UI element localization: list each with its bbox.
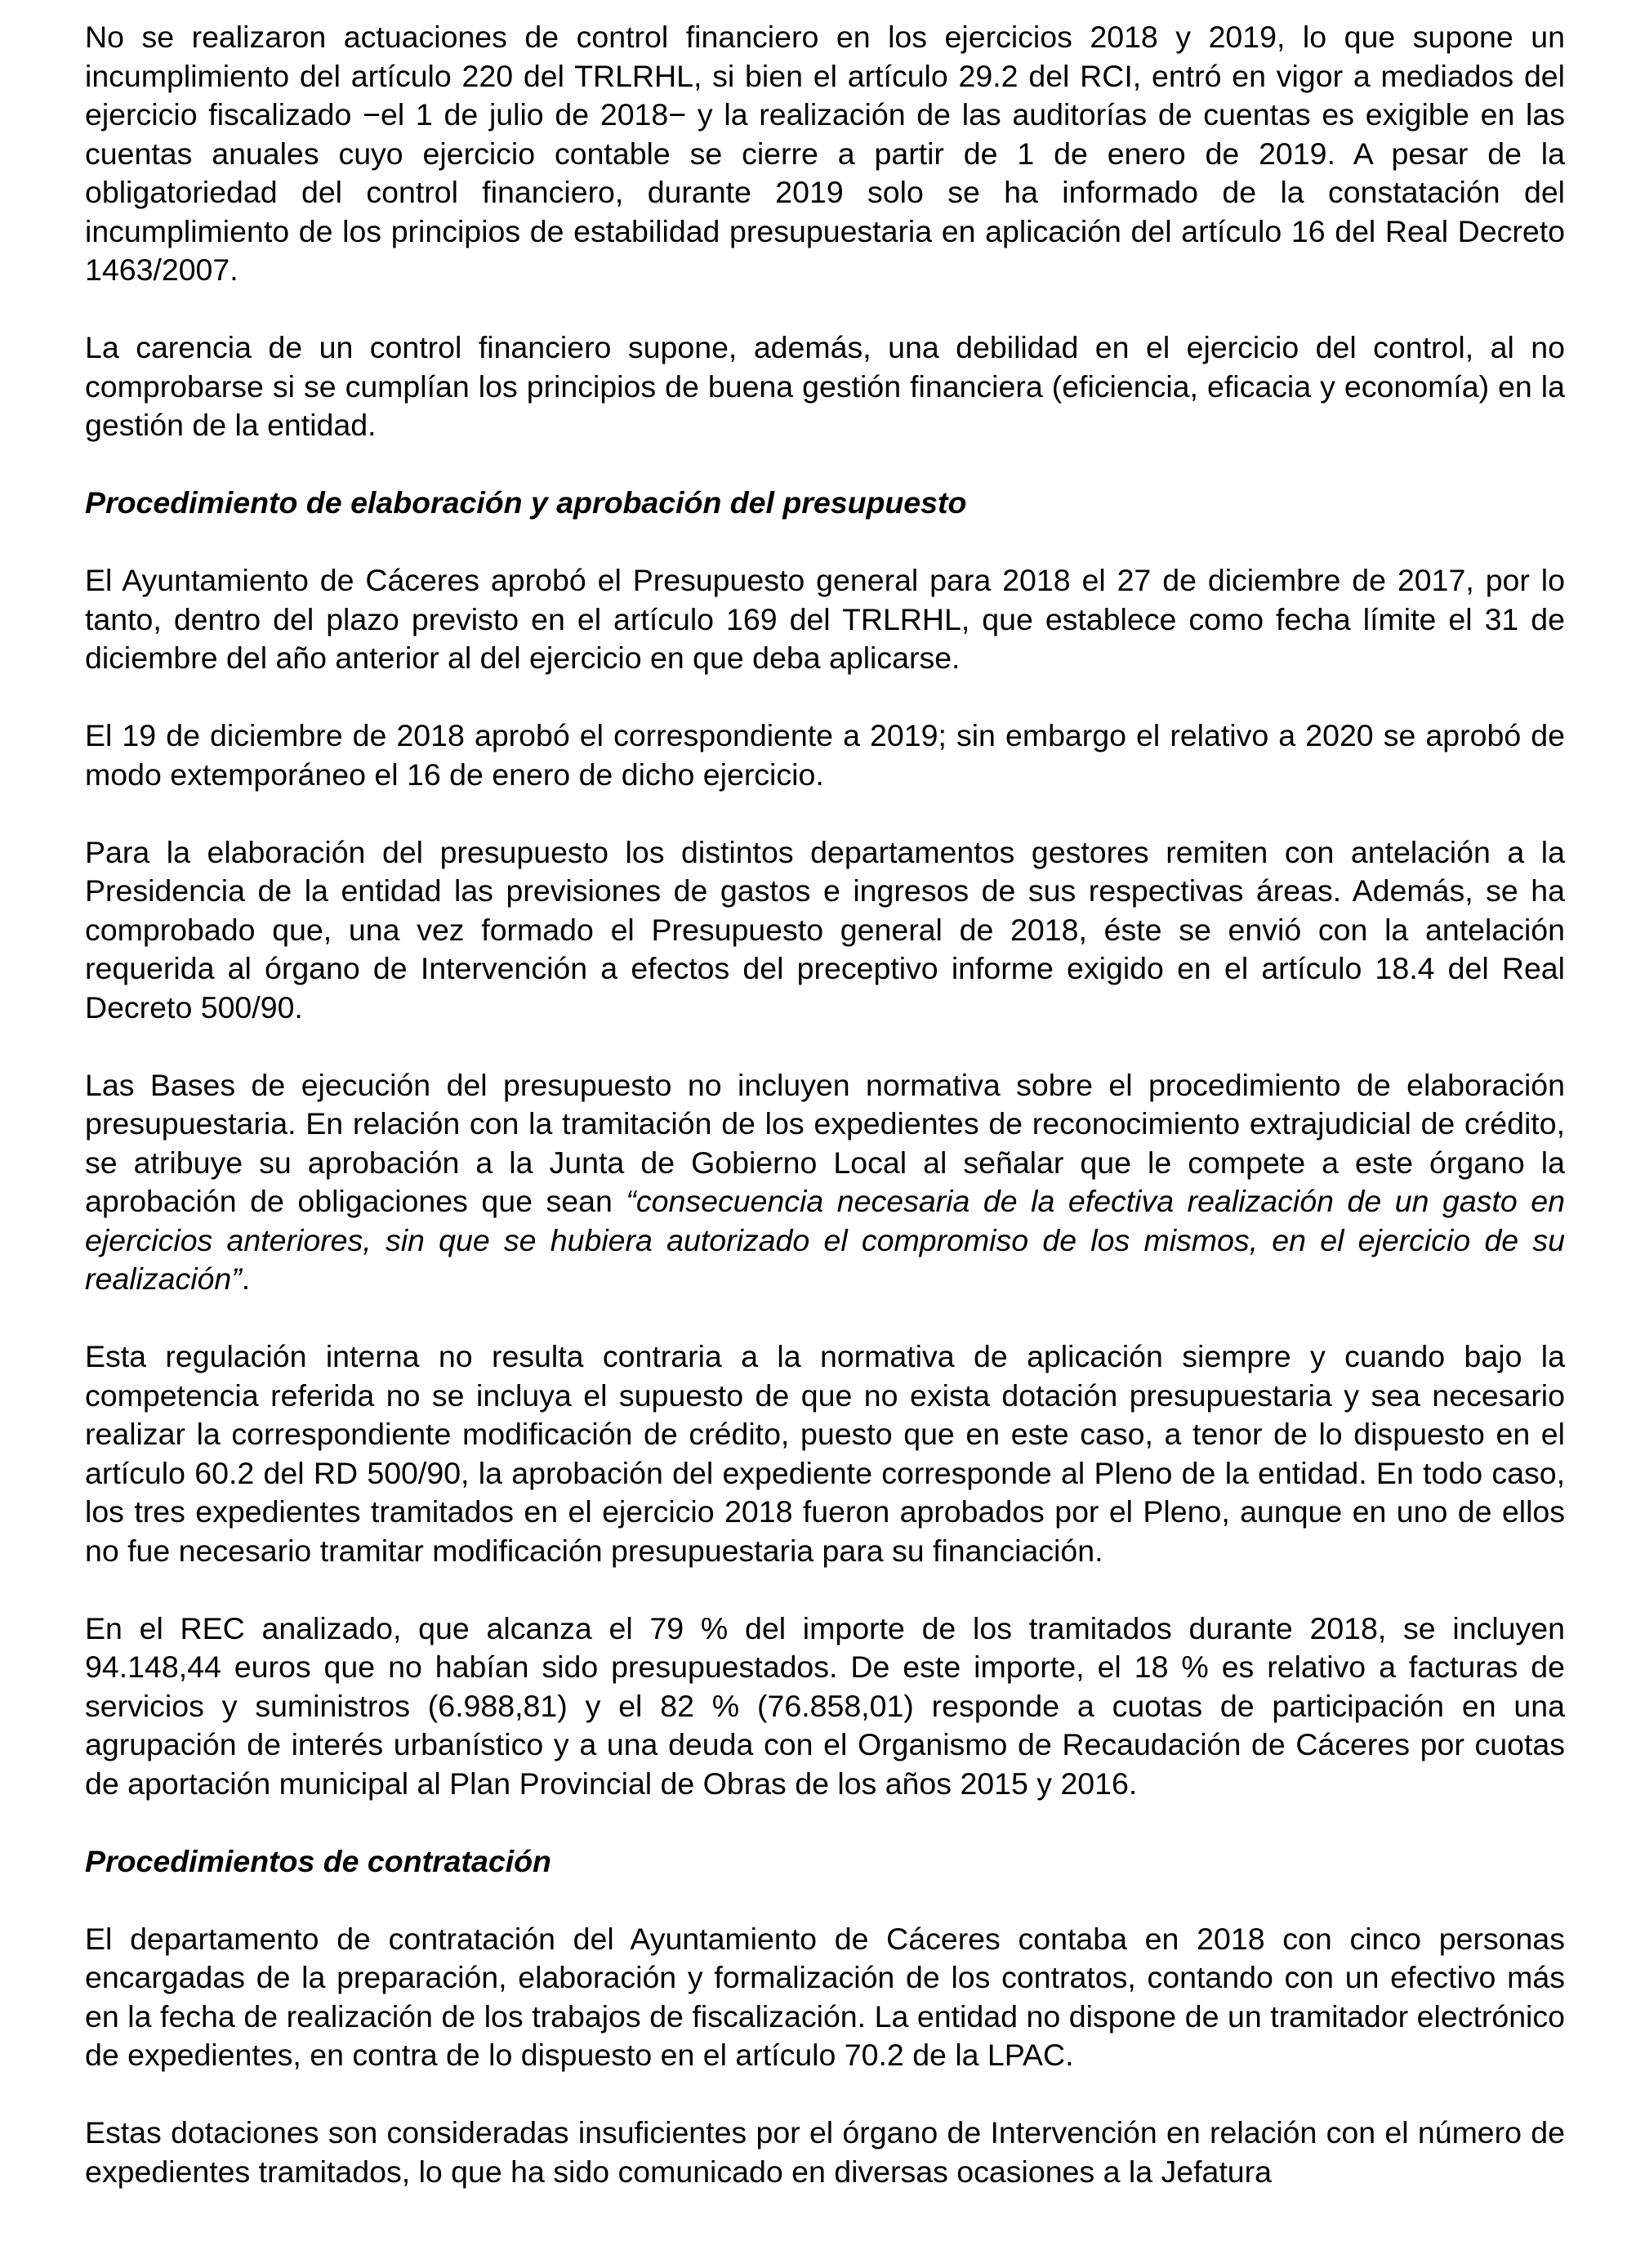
paragraph-carencia-control: La carencia de un control financiero supone, además, una debilidad en el ejercicio del control, al no comprobarse si se cumplían los principios de buena gestión financiera (eficiencia, eficacia y economía) en la gestión de la entidad.: [85, 330, 1565, 442]
paragraph-elaboracion-presupuesto: Para la elaboración del presupuesto los distintos departamentos gestores remiten con antelación a la Presidencia de la entidad las previsiones de gastos e ingresos de sus respectivas áreas. Además, se ha comprobado que, una vez formado el Presupuesto general de 2018, éste se envió con la antelación requerida al órgano de Intervención a efectos del preceptivo informe exigido en el artículo 18.4 del Real Decreto 500/90.: [85, 834, 1565, 1025]
document-page: [85, 18, 1565, 2191]
paragraph-regulacion-interna: Esta regulación interna no resulta contraria a la normativa de aplicación siempre y cuando bajo la competencia referida no se incluya el supuesto de que no exista dotación presupuestaria y sea necesario realizar la correspondiente modificación de crédito, puesto que en este caso, a tenor de lo dispuesto en el artículo 60.2 del RD 500/90, la aprobación del expediente corresponde al Pleno de la entidad. En todo caso, los tres expedientes tramitados en el ejercicio 2018 fueron aprobados por el Pleno, aunque en uno de ellos no fue necesario tramitar modificación presupuestaria para su financiación.: [85, 1339, 1565, 1568]
paragraph-bases-end: .: [241, 1261, 251, 1296]
paragraph-departamento-contratacion: El departamento de contratación del Ayuntamiento de Cáceres contaba en 2018 con cinco personas encargadas de la preparación, elaboración y formalización de los contratos, contando con un efectivo más en la fecha de realización de los trabajos de fiscalización. La entidad no dispone de un tramitador electrónico de expedientes, en contra de lo dispuesto en el artículo 70.2 de la LPAC.: [85, 1921, 1565, 2072]
paragraph-aprobacion-2019-2020: El 19 de diciembre de 2018 aprobó el correspondiente a 2019; sin embargo el relativo a 2020 se aprobó de modo extemporáneo el 16 de enero de dicho ejercicio.: [85, 718, 1565, 792]
paragraph-aprobacion-2018: El Ayuntamiento de Cáceres aprobó el Presupuesto general para 2018 el 27 de diciembre de 2017, por lo tanto, dentro del plazo previsto en el artículo 169 del TRLRHL, que establece como fecha límite el 31 de diciembre del año anterior al del ejercicio en que deba aplicarse.: [85, 563, 1565, 675]
paragraph-bases-quote: “consecuencia necesaria de la efectiva realización de un gasto en ejercicios anteriores, sin que se hubiera autorizado el compromiso de los mismos, en el ejercicio de su realización”: [85, 1184, 1565, 1296]
section-heading-contratacion: Procedimientos de contratación: [85, 1843, 551, 1878]
section-heading-presupuesto: Procedimiento de elaboración y aprobación del presupuesto: [85, 485, 967, 520]
paragraph-control-financiero: No se realizaron actuaciones de control financiero en los ejercicios 2018 y 2019, lo que supone un incumplimiento del artículo 220 del TRLRHL, si bien el artículo 29.2 del RCI, entró en vigor a mediados del ejercicio fiscalizado −el 1 de julio de 2018− y la realización de las auditorías de cuentas es exigible en las cuentas anuales cuyo ejercicio contable se cierre a partir de 1 de enero de 2019. A pesar de la obligatoriedad del control financiero, durante 2019 solo se ha informado de la constatación del incumplimiento de los principios de estabilidad presupuestaria en aplicación del artículo 16 del Real Decreto 1463/2007.: [85, 20, 1565, 287]
paragraph-bases-ejecucion: [85, 1066, 1565, 1299]
paragraph-bases-text: Las Bases de ejecución del presupuesto no incluyen normativa sobre el procedimiento de elaboración presupuestaria. En relación con la tramitación de los expedientes de reconocimiento extrajudicial de crédito, se atribuye su aprobación a la Junta de Gobierno Local al señalar que le compete a este órgano la aprobación de obligaciones que sean: [85, 1067, 1565, 1218]
paragraph-rec-analizado: En el REC analizado, que alcanza el 79 % del importe de los tramitados durante 2018, se incluyen 94.148,44 euros que no habían sido presupuestados. De este importe, el 18 % es relativo a facturas de servicios y suministros (6.988,81) y el 82 % (76.858,01) responde a cuotas de participación en una agrupación de interés urbanístico y a una deuda con el Organismo de Recaudación de Cáceres por cuotas de aportación municipal al Plan Provincial de Obras de los años 2015 y 2016.: [85, 1610, 1565, 1801]
paragraph-dotaciones-insuficientes: Estas dotaciones son consideradas insuficientes por el órgano de Intervención en relación con el número de expedientes tramitados, lo que ha sido comunicado en diversas ocasiones a la Jefatura: [85, 2115, 1565, 2189]
